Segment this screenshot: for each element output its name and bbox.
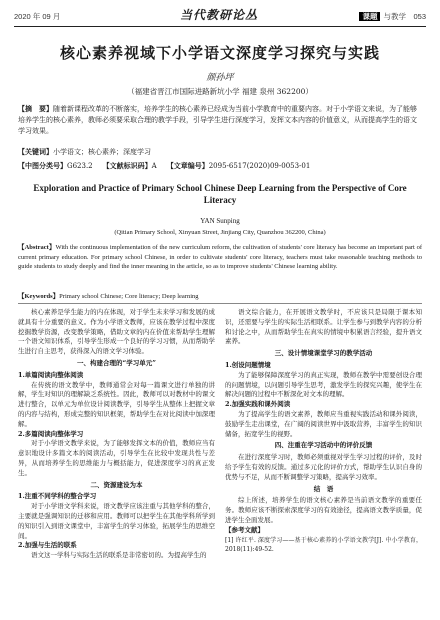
body-column-right — [225, 308, 422, 555]
section-suffix: 与教学 — [383, 12, 406, 21]
header-rule — [14, 26, 426, 27]
article-title: 核心素养视域下小学语文深度学习探究与实践 — [59, 44, 380, 62]
abstract-label: 【摘 要】 — [18, 104, 53, 113]
section-heading: 结 语 — [313, 484, 334, 493]
body-paragraph: 在进行深度学习时，教师必须重视对学生学习过程的评价，及时给予学生有效的反馈。通过多元化的评价方式，帮助学生认识自身的优势与不足，从而不断调整学习策略，提高学习效率。 — [225, 453, 422, 481]
body-divider — [18, 303, 422, 304]
section-heading: 二、资源建设为本 — [90, 480, 143, 489]
body-paragraph: 在传统的语文教学中，教师通常会对每一篇课文进行单独的讲解，学生对知识的理解缺乏系统性。因此，教师可以对教材中的课文进行整合，以单元为单位设计阅读教学，引导学生从整体上把握文章的内容与结构，形成完整的知识框架，帮助学生在对比阅读中加深理解。 — [18, 380, 215, 428]
english-keywords-label: 【Keywords】 — [18, 293, 60, 300]
author-affiliation: （福建省晋江市国际进路新坑小学 福建 泉州 362200） — [127, 87, 313, 96]
subsection-heading: 2.加强与生活的联系 — [18, 541, 77, 550]
english-title: Exploration and Practice of Primary School Chinese Deep Learning from the Perspective of Core Literacy — [33, 183, 407, 205]
journal-logo: 当代教研论丛 — [180, 8, 259, 22]
english-abstract-text: With the continuous implementation of the new curriculum reform, the cultivation of students' core literacy has become an important part of current primary education. For primary school Chinese, in order to cultivate students' core literacy, teachers must take reasonable teaching methods to guide students to study deeply and find the inner meaning in the article, so as to improve students' Chinese learning ability. — [18, 244, 422, 270]
body-paragraph: 综上所述，培养学生的语文核心素养是当前语文教学的重要任务。教师应该不断探索深度学习的有效途径，提高语文教学质量，促进学生全面发展。 — [225, 496, 422, 524]
body-paragraph: 为了能够保障深度学习的真正实现，教师在教学中需要创设合理的问题情境，以问题引导学生思考，激发学生的探究兴趣，使学生在解决问题的过程中不断深化对文本的理解。 — [225, 370, 422, 399]
body-paragraph: 核心素养是学生能力的内在体现，对于学生未来学习和发展的成就具有十分重要的意义。作为小学语文教师，应该在教学过程中深度挖掘教学资源，改变教学策略，借助文章的内在价值来帮助学生理解一个语文知识体系，引导学生形成一个良好的学习习惯，从而帮助学生进行自主思考，获得深入的语文学习体验。 — [18, 308, 215, 356]
english-keywords-text: Primary school Chinese; Core literacy; Deep learning — [59, 293, 199, 300]
page-number: 053 — [413, 12, 426, 21]
section-heading: 一、构建合理的“学习单元” — [77, 358, 156, 367]
author-name: 颜孙坪 — [206, 73, 234, 83]
reference-entry: [1] 许红平. 深度学习——基于核心素养的小学语文教学[J]. 中小学教育，2018(11):49-52. — [225, 536, 422, 554]
body-column-left — [18, 308, 215, 561]
section-heading: 三、设计情境课堂学习的教学活动 — [274, 349, 373, 358]
clc-field: 【中图分类号】G623.2 — [18, 161, 93, 170]
chinese-keywords — [18, 147, 422, 157]
section-badge: 课题 — [359, 12, 380, 21]
subsection-heading: 2.多篇阅读向整体学习 — [18, 429, 84, 438]
body-paragraph: 对于小学语文学科来说，语文教学应该注重与其他学科的整合，主要就是强调知识的迁移和应用。教师可以把学生在其他学科所学到的知识引入到语文课堂中，丰富学生的学习体验，拓展学生的思维空间。 — [18, 502, 215, 540]
english-abstract-label: 【Abstract】 — [18, 244, 56, 251]
keywords-text: 小学语文；核心素养；深度学习 — [53, 148, 151, 156]
abstract-text: 随着新课程改革的不断落实，培养学生的核心素养已经成为当前小学教育中的重要内容。对于小学语文来说，为了能够培养学生的核心素养，教师必须要采取合理的教学手段，引导学生进行深度学习，发挥文本内容的价值意义，从而提高学生的语文学习效果。 — [18, 105, 417, 135]
section-label — [359, 11, 426, 22]
references-heading: 【参考文献】 — [225, 525, 264, 534]
doc-code-field: 【文献标识码】A — [102, 161, 157, 170]
classification-row — [18, 161, 422, 171]
subsection-heading: 2.加强实践和课外阅读 — [225, 400, 291, 409]
body-paragraph: 为了提高学生的语文素养，教师应当重视实践活动和课外阅读，鼓励学生走出课堂，在广阔的阅读世界中汲取营养，丰富学生的知识储备，拓宽学生的视野。 — [225, 409, 422, 438]
subsection-heading: 1.单篇阅读向整体阅读 — [18, 370, 84, 379]
body-paragraph: 语文综合能力，在开展语文教学时，不应该只是局限于课本知识，还需要与学生的实际生活相联系。让学生参与到教学内容的分析和讨论之中，从而帮助学生在真实的情境中积累语言经验，提升语文素养。 — [225, 308, 422, 346]
body-paragraph: 语文这一学科与实际生活的联系是非常密切的。为提高学生的 — [31, 551, 207, 560]
page-header — [0, 0, 440, 32]
body-paragraph: 对于小学语文教学来说，为了能够发挥文本的价值，教师应当有意识地设计多篇文本的阅读活动，引导学生在比较中发现共性与差异，从而培养学生的思维能力与概括能力，促进深度学习的真正发生。 — [18, 439, 215, 477]
english-author: YAN Sunping — [200, 217, 240, 225]
section-heading: 四、注重在学习活动中的评价反馈 — [274, 441, 373, 450]
keywords-label: 【关键词】 — [18, 147, 53, 156]
article-number-field: 【文章编号】2095-6517(2020)09-0053-01 — [166, 161, 311, 170]
english-affiliation: (Qitian Primary School, Xinyuan Street, Jinjiang City, Quanzhou 362200, China) — [114, 229, 326, 236]
issue-date: 2020 年 09 月 — [14, 12, 61, 21]
english-keywords — [18, 291, 422, 300]
english-abstract — [18, 243, 422, 272]
chinese-abstract — [18, 103, 422, 137]
subsection-heading: 1.创设问题情境 — [225, 360, 271, 369]
subsection-heading: 1.注重不同学科的整合学习 — [18, 492, 97, 501]
